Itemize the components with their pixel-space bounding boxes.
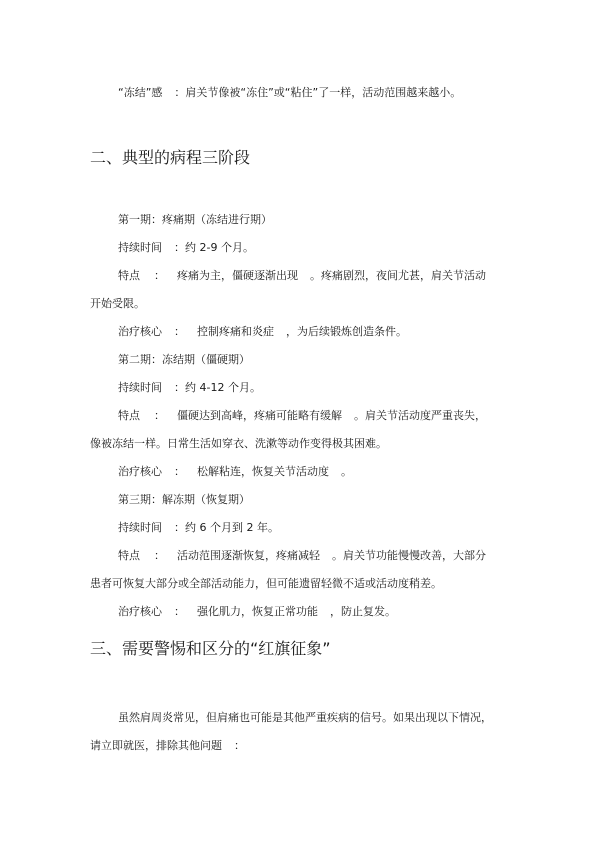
section-heading-stages: 二、典型的病程三阶段 (90, 148, 251, 167)
core-highlight: 强化肌力，恢复正常功能 (197, 605, 318, 618)
stage-2-title: 第二期：冻结期（僵硬期） (118, 353, 250, 366)
core-highlight: 松解粘连，恢复关节活动度 (197, 465, 329, 478)
core-label: 治疗核心 (118, 605, 162, 618)
duration-label: 持续时间 (118, 521, 162, 534)
stage-2-feature-continued: 像被冻结一样。日常生活如穿衣、洗漱等动作变得极其困难。 (90, 437, 387, 450)
stage-2-feature (118, 409, 486, 423)
duration-label: 持续时间 (118, 241, 162, 254)
stage-1-duration (118, 241, 254, 255)
feature-label: 特点 (118, 409, 140, 422)
stage-1-treatment-core (118, 325, 407, 339)
core-colon: ： (174, 465, 185, 478)
core-description: 。 (341, 465, 352, 478)
core-colon: ： (174, 605, 185, 618)
feature-description: 。疼痛剧烈，夜间尤甚，肩关节活动 (310, 269, 486, 282)
red-flags-paragraph-line-2 (90, 739, 245, 753)
duration-label: 持续时间 (118, 381, 162, 394)
stage-3-treatment-core (118, 605, 396, 619)
feature-colon: ： (154, 409, 165, 422)
feature-label: 特点 (118, 549, 140, 562)
duration-value: ：约 6 个月到 2 年。 (174, 521, 279, 534)
feature-colon: ： (154, 549, 165, 562)
feature-label: 特点 (118, 269, 140, 282)
frozen-feeling-description: ：肩关节像被“冻住”或“粘住”了一样，活动范围越来越小。 (174, 86, 462, 99)
feature-description: 。肩关节活动度严重丧失， (354, 409, 486, 422)
stage-2-duration (118, 381, 261, 395)
stage-3-duration (118, 521, 279, 535)
stage-2-treatment-core (118, 465, 352, 479)
trailing-colon: ： (234, 739, 245, 752)
core-highlight: 控制疼痛和炎症 (197, 325, 274, 338)
frozen-feeling-line (118, 86, 461, 100)
section-heading-red-flags: 三、需要警惕和区分的“红旗征象” (90, 639, 331, 658)
feature-highlight: 僵硬达到高峰，疼痛可能略有缓解 (177, 409, 342, 422)
red-flags-paragraph-line-1: 虽然肩周炎常见，但肩痛也可能是其他严重疾病的信号。如果出现以下情况， (118, 711, 492, 724)
core-description: ，为后续锻炼创造条件。 (286, 325, 407, 338)
stage-1-feature-continued: 开始受限。 (90, 297, 145, 310)
stage-3-feature (118, 549, 486, 563)
stage-1-feature (118, 269, 486, 283)
feature-highlight: 疼痛为主，僵硬逐渐出现 (177, 269, 298, 282)
seek-care-text: 请立即就医，排除其他问题 (90, 739, 222, 752)
core-label: 治疗核心 (118, 325, 162, 338)
feature-colon: ： (154, 269, 165, 282)
term-frozen-feeling: “冻结”感 (118, 86, 163, 99)
core-description: ，防止复发。 (330, 605, 396, 618)
core-colon: ： (174, 325, 185, 338)
stage-3-feature-continued: 患者可恢复大部分或全部活动能力，但可能遗留轻微不适或活动度稍差。 (90, 577, 442, 590)
duration-value: ：约 4-12 个月。 (174, 381, 261, 394)
stage-3-title: 第三期：解冻期（恢复期） (118, 493, 250, 506)
core-label: 治疗核心 (118, 465, 162, 478)
stage-1-title: 第一期：疼痛期（冻结进行期） (118, 213, 272, 226)
feature-highlight: 活动范围逐渐恢复，疼痛减轻 (177, 549, 320, 562)
feature-description: 。肩关节功能慢慢改善，大部分 (332, 549, 486, 562)
duration-value: ：约 2-9 个月。 (174, 241, 254, 254)
